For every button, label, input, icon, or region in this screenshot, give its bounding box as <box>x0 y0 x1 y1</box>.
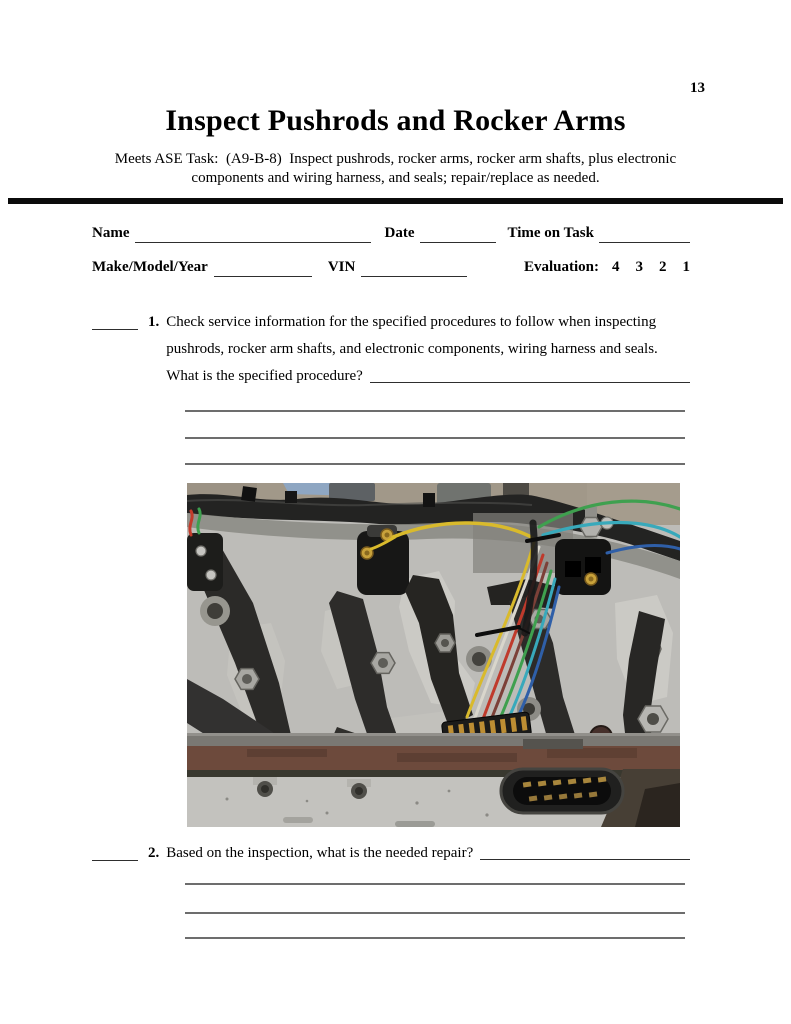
question-2-line-text: Based on the inspection, what is the needed repair? <box>166 845 474 861</box>
question-2-number: 2. <box>148 845 160 861</box>
question-1-line-2: pushrods, rocker arm shafts, and electronic components, wiring harness and seals. <box>166 341 658 357</box>
vin-blank <box>361 259 467 277</box>
vin-label: VIN <box>327 259 356 275</box>
question-1-line-3 <box>166 366 690 386</box>
form-row-2 <box>92 258 690 277</box>
question-1-answer-line-2 <box>185 437 685 439</box>
question-1-answer-line-1 <box>185 410 685 412</box>
evaluation-score-4: 4 <box>612 259 620 275</box>
question-2-answer-line-2 <box>185 912 685 914</box>
question-2-line <box>166 843 690 863</box>
date-blank <box>420 225 496 243</box>
form-row-1 <box>92 224 690 243</box>
time-on-task-label: Time on Task <box>507 225 594 241</box>
question-2 <box>92 843 690 863</box>
cylinder-head-rocker-arms-photo <box>187 483 680 827</box>
name-label: Name <box>92 225 130 241</box>
page-title: Inspect Pushrods and Rocker Arms <box>165 104 626 137</box>
page-number: 13 <box>690 80 705 96</box>
question-2-grade-blank <box>92 845 138 861</box>
evaluation-scores <box>612 258 690 277</box>
head-bottom-casting <box>187 769 680 827</box>
question-2-answer-line-3 <box>185 937 685 939</box>
question-2-inline-answer-blank <box>480 843 690 860</box>
question-1-inline-answer-blank <box>370 366 690 383</box>
make-model-year-blank <box>214 259 312 277</box>
name-blank <box>135 225 371 243</box>
question-1-line-3-text: What is the specified procedure? <box>166 368 363 384</box>
evaluation-score-2: 2 <box>659 259 667 275</box>
evaluation-score-3: 3 <box>635 259 643 275</box>
question-1 <box>92 312 690 386</box>
make-model-year-label: Make/Model/Year <box>92 259 208 275</box>
evaluation-score-1: 1 <box>682 259 690 275</box>
date-label: Date <box>384 225 415 241</box>
question-2-text <box>166 843 690 863</box>
question-1-grade-blank <box>92 314 138 330</box>
ase-task-line-2: components and wiring harness, and seals; repair/replace as needed. <box>191 169 600 186</box>
question-1-text <box>166 312 690 386</box>
oval-connector <box>501 769 623 813</box>
evaluation-label: Evaluation: <box>523 259 599 275</box>
question-1-answer-line-3 <box>185 463 685 465</box>
ase-task-line-1: Meets ASE Task: (A9-B-8) Inspect pushrods, rocker arms, rocker arm shafts, plus electronic <box>114 151 677 167</box>
question-2-answer-line-1 <box>185 883 685 885</box>
ase-task-subtitle <box>0 150 791 187</box>
question-1-line-1: Check service information for the specified procedures to follow when inspecting <box>166 314 657 330</box>
question-1-number: 1. <box>148 314 160 330</box>
header-divider-rule <box>8 198 783 204</box>
time-on-task-blank <box>599 225 690 243</box>
engine-photo-frame <box>187 483 680 827</box>
